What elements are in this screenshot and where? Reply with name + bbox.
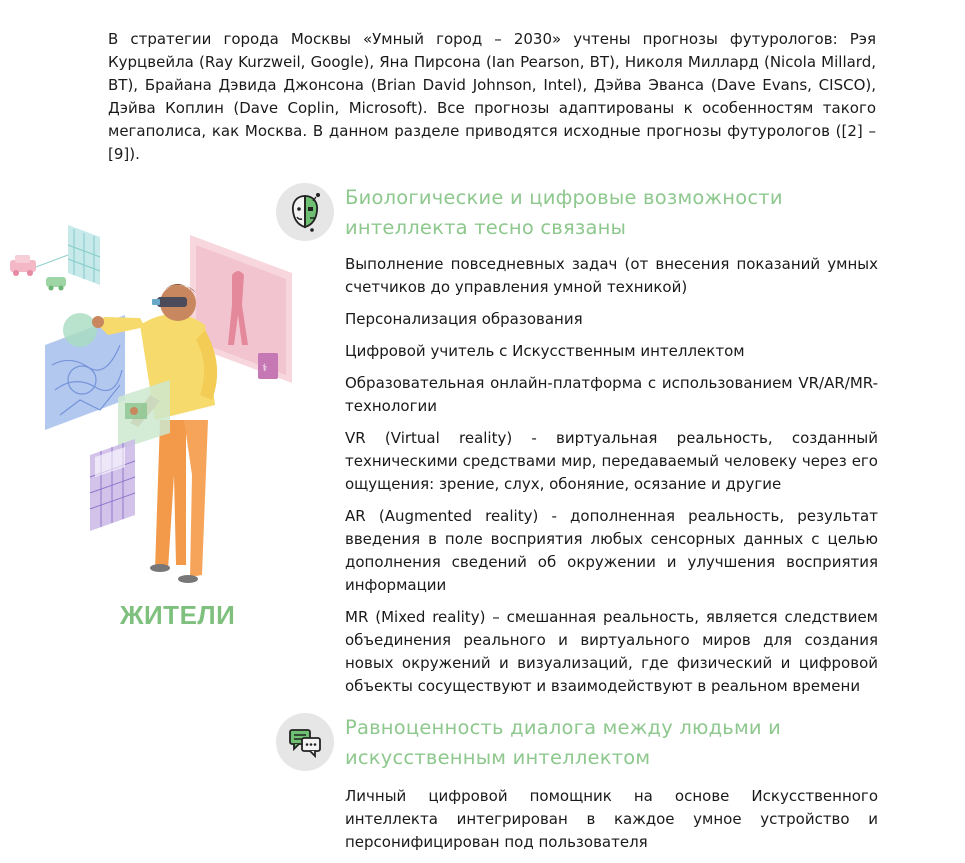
residents-illustration — [0, 215, 300, 595]
section-header — [276, 713, 878, 773]
residents-caption: ЖИТЕЛИ — [120, 600, 236, 630]
list-item: VR (Virtual reality) - виртуальная реальность, созданный техническими средствами мир, передаваемый человеку через его ощущения: зрение, слух, обоняние, осязание и другие — [345, 429, 878, 493]
section-items — [345, 253, 878, 698]
section-title: Биологические и цифровые возможности интеллекта тесно связаны — [345, 186, 783, 239]
svg-text:⚕: ⚕ — [262, 363, 268, 374]
ai-face-icon — [276, 183, 334, 241]
section-items — [345, 785, 878, 854]
car-icon — [10, 255, 36, 276]
section-header — [276, 183, 878, 243]
list-item: Выполнение повседневных задач (от внесения показаний умных счетчиков до управления умной техникой) — [345, 255, 878, 296]
section-title: Равноценность диалога между людьми и искусственным интеллектом — [345, 716, 782, 769]
vr-person-illustration — [0, 215, 300, 595]
chat-bubbles-icon — [276, 713, 334, 771]
list-item: Цифровой учитель с Искусственным интеллектом — [345, 342, 745, 360]
list-item: Личный цифровой помощник на основе Искусственного интеллекта интегрирован в каждое умное устройство и персонифицирован под пользователя — [345, 787, 878, 851]
car-icon — [46, 277, 66, 291]
list-item: Персонализация образования — [345, 310, 583, 328]
list-item: Образовательная онлайн-платформа с использованием VR/AR/MR-технологии — [345, 374, 878, 415]
list-item: MR (Mixed reality) – смешанная реальность, является следствием объединения реального и виртуального миров для создания новых окружений и визуализаций, где физический и цифровой объекты сосуществуют и взаимодействуют в реальном времени — [345, 608, 878, 695]
section-dialogue — [276, 713, 878, 863]
intro-paragraph: В стратегии города Москвы «Умный город – 2030» учтены прогнозы футурологов: Рэя Курцвейла (Ray Kurzweil, Google), Яна Пирсона (Ian Pearson, BT), Николя Миллард (Nicola Millard, BT), Брайана Дэвида Джонсона (Brian David Johnson, Intel), Дэйва Эванса (Dave Evans, CISCO), Дэйва Коплин (Dave Coplin, Microsoft). Все прогнозы адаптированы к особенностям такого мегаполиса, как Москва. В данном разделе приводятся исходные прогнозы футурологов ([2] – [9]). — [108, 30, 876, 163]
list-item: AR (Augmented reality) - дополненная реальность, результат введения в поле восприятия любых сенсорных данных с целью дополнения сведений об окружении и улучшения восприятия информации — [345, 507, 878, 594]
section-bio-digital — [276, 183, 878, 707]
